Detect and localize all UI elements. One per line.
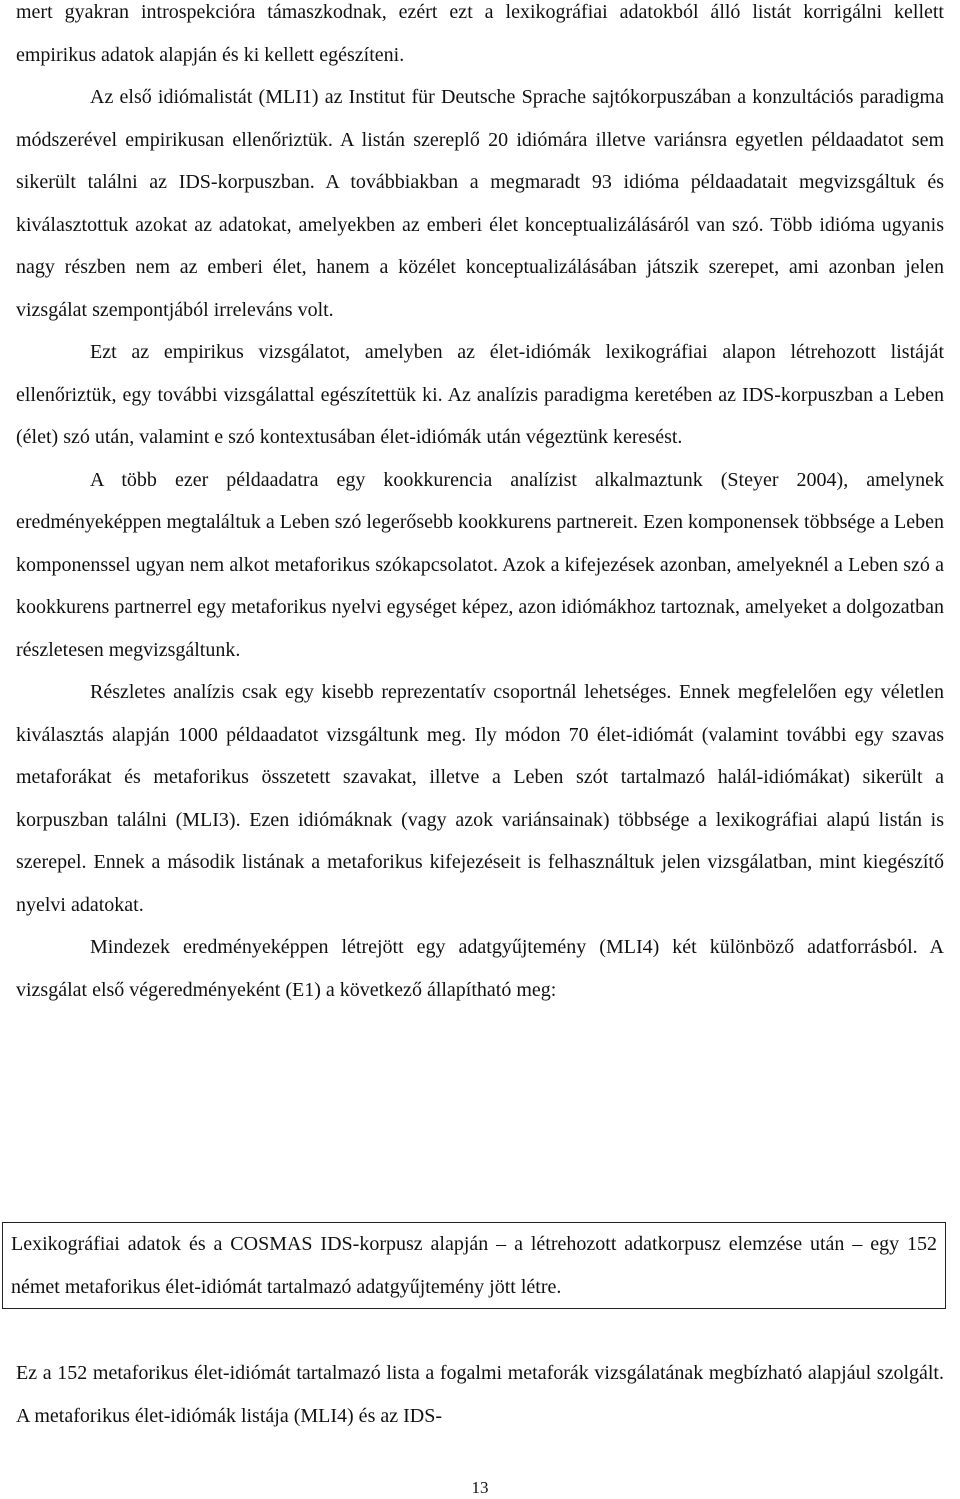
- paragraph-data-collection: Mindezek eredményeképpen létrejött egy adatgyűjtemény (MLI4) két különböző adatforrásból. A vizsgálat első végeredményeként (E1) a következő állapítható meg:: [16, 936, 944, 1001]
- paragraph-idiom-list-verification: Az első idiómalistát (MLI1) az Institut für Deutsche Sprache sajtókorpuszában a konzultációs paradigma módszerével empirikusan ellenőriztük. A listán szereplő 20 idiómára illetve variánsra egyetlen példaadatot sem sikerült találni az IDS-korpuszban. A továbbiakban a megmaradt 93 idióma példaadatait megvizsgáltuk és kiválasztottuk azokat az adatokat, amelyekben az emberi élet konceptualizálásáról van szó. Több idióma ugyanis nagy részben nem az emberi élet, hanem a közélet konceptualizálásában játszik szerepet, ami azonban jelen vizsgálat szempontjából irreleváns volt.: [16, 86, 944, 321]
- paragraph-analysis-paradigm: Ezt az empirikus vizsgálatot, amelyben az élet-idiómák lexikográfiai alapon létrehozott listáját ellenőriztük, egy további vizsgálattal egészítettük ki. Az analízis paradigma keretében az IDS-korpuszban a Leben (élet) szó után, valamint e szó kontextusában élet-idiómák után végeztünk keresést.: [16, 341, 944, 448]
- result-box-text: Lexikográfiai adatok és a COSMAS IDS-korpusz alapján – a létrehozott adatkorpusz elemzése után – egy 152 német metaforikus élet-idiómát tartalmazó adatgyűjtemény jött létre.: [11, 1233, 937, 1298]
- paragraph-cooccurrence-analysis: A több ezer példaadatra egy kookkurencia analízist alkalmaztunk (Steyer 2004), amelynek eredményeképpen megtaláltuk a Leben szó legerősebb kookkurens partnereit. Ezen komponensek többsége a Leben komponenssel ugyan nem alkot metaforikus szókapcsolatot. Azok a kifejezések azonban, amelyeknél a Leben szó a kookkurens partnerrel egy metaforikus nyelvi egységet képez, azon idiómákhoz tartoznak, amelyeket a dolgozatban részletesen megvizsgáltunk.: [16, 468, 944, 661]
- paragraph-detailed-analysis: Részletes analízis csak egy kisebb reprezentatív csoportnál lehetséges. Ennek megfelelően egy véletlen kiválasztás alapján 1000 példaadatot vizsgáltunk meg. Ily módon 70 élet-idiómát (valamint további egy szavas metaforákat és metaforikus összetett szavakat, illetve a Leben szót tartalmazó halál-idiómákat) sikerült a korpuszban találni (MLI3). Ezen idiómáknak (vagy azok variánsainak) többsége a lexikográfiai alapú listán is szerepel. Ennek a második listának a metaforikus kifejezéseit is felhasználtuk jelen vizsgálatban, mint kiegészítő nyelvi adatokat.: [16, 681, 944, 916]
- paragraph-continuation: mert gyakran introspekcióra támaszkodnak, ezért ezt a lexikográfiai adatokból álló listát korrigálni kellett empirikus adatok alapján és ki kellett egészíteni.: [16, 1, 944, 66]
- closing-section: [16, 1352, 944, 1437]
- result-box: [2, 1222, 946, 1309]
- page-number: 13: [471, 1478, 489, 1497]
- document-body: [16, 0, 944, 1011]
- paragraph-closing: Ez a 152 metaforikus élet-idiómát tartalmazó lista a fogalmi metaforák vizsgálatának megbízható alapjául szolgált. A metaforikus élet-idiómák listája (MLI4) és az IDS-: [16, 1362, 944, 1427]
